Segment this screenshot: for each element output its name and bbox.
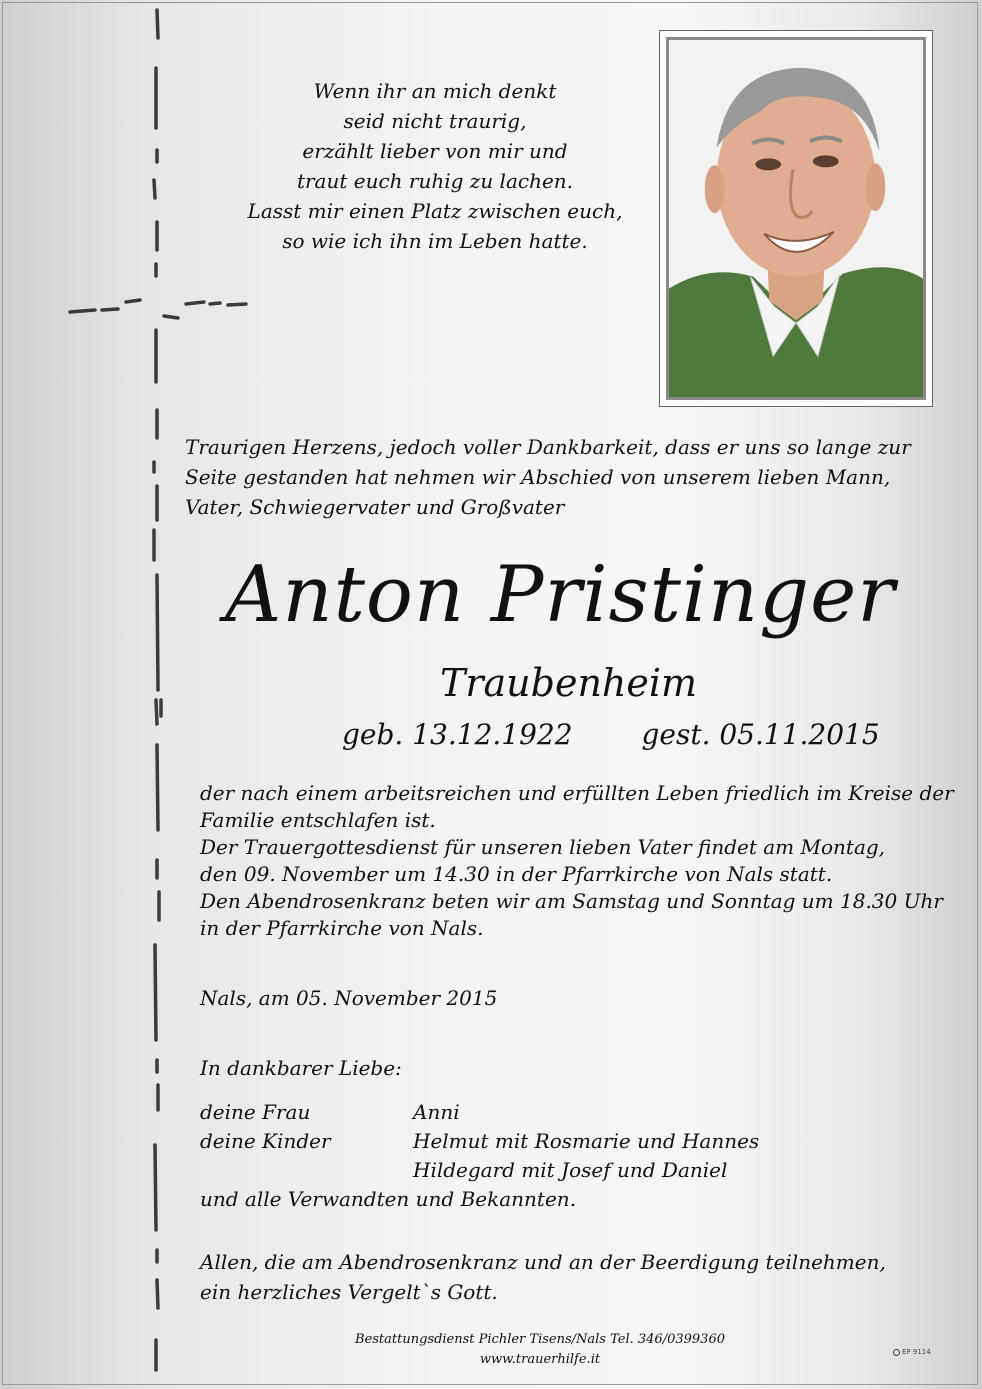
- poem-line: traut euch ruhig zu lachen.: [296, 169, 574, 193]
- family-row: [200, 1185, 759, 1214]
- poem-line: Wenn ihr an mich denkt: [313, 79, 557, 103]
- poem-line: seid nicht traurig,: [343, 109, 527, 133]
- intro-text: Traurigen Herzens, jedoch voller Dankbarkeit, dass er uns so lange zur Seite gestanden hat nehmen wir Abschied von unserem lieben Mann, Vater, Schwiegervater und Großvater: [185, 435, 911, 519]
- poem-line: Lasst mir einen Platz zwischen euch,: [247, 199, 623, 223]
- announcement-line: Familie entschlafen ist.: [200, 808, 436, 832]
- family-names: Hildegard mit Josef und Daniel: [413, 1158, 728, 1182]
- family-row: [200, 1098, 759, 1127]
- family-list: [200, 1098, 759, 1214]
- print-code-text: EP 9114: [902, 1348, 931, 1356]
- closing-text: Allen, die am Abendrosenkranz und an der Beerdigung teilnehmen, ein herzliches Vergelt`s Gott.: [200, 1250, 886, 1304]
- family-relation: deine Kinder: [200, 1129, 331, 1153]
- death-date: gest. 05.11.2015: [641, 718, 880, 751]
- birth-date: geb. 13.12.1922: [342, 718, 573, 751]
- announcement-line: Den Abendrosenkranz beten wir am Samstag und Sonntag um 18.30 Uhr: [200, 889, 943, 913]
- family-names: Helmut mit Rosmarie und Hannes: [413, 1129, 760, 1153]
- announcement-text: [200, 780, 954, 942]
- poem-line: erzählt lieber von mir und: [302, 139, 568, 163]
- ep-logo-icon: [893, 1349, 900, 1356]
- deceased-place: Traubenheim: [440, 661, 698, 705]
- announcement-line: Der Trauergottesdienst für unseren lieben Vater findet am Montag,: [200, 835, 886, 859]
- family-relation: und alle Verwandten und Bekannten.: [200, 1187, 577, 1211]
- place-and-date: Nals, am 05. November 2015: [200, 986, 498, 1010]
- family-row: [200, 1156, 759, 1185]
- life-dates: [342, 715, 880, 755]
- family-row: [200, 1127, 759, 1156]
- footer: [300, 1330, 780, 1370]
- poem: [235, 76, 635, 256]
- print-code: [893, 1348, 931, 1356]
- website-link[interactable]: www.trauerhilfe.it: [479, 1352, 601, 1367]
- poem-line: so wie ich ihn im Leben hatte.: [282, 229, 588, 253]
- announcement-line: in der Pfarrkirche von Nals.: [200, 916, 484, 940]
- funeral-service-info: Bestattungsdienst Pichler Tisens/Nals Tel. 346/0399360: [355, 1332, 725, 1347]
- announcement-line: der nach einem arbeitsreichen und erfüllten Leben friedlich im Kreise der: [200, 781, 954, 805]
- family-relation: deine Frau: [200, 1100, 311, 1124]
- family-relation: [200, 1156, 413, 1185]
- thanks-heading: In dankbarer Liebe:: [200, 1056, 402, 1080]
- deceased-name: Anton Pristinger: [225, 550, 896, 640]
- portrait-photo: [666, 37, 926, 400]
- announcement-line: den 09. November um 14.30 in der Pfarrkirche von Nals statt.: [200, 862, 833, 886]
- family-names: Anni: [413, 1100, 460, 1124]
- portrait-photo-frame: [659, 30, 933, 407]
